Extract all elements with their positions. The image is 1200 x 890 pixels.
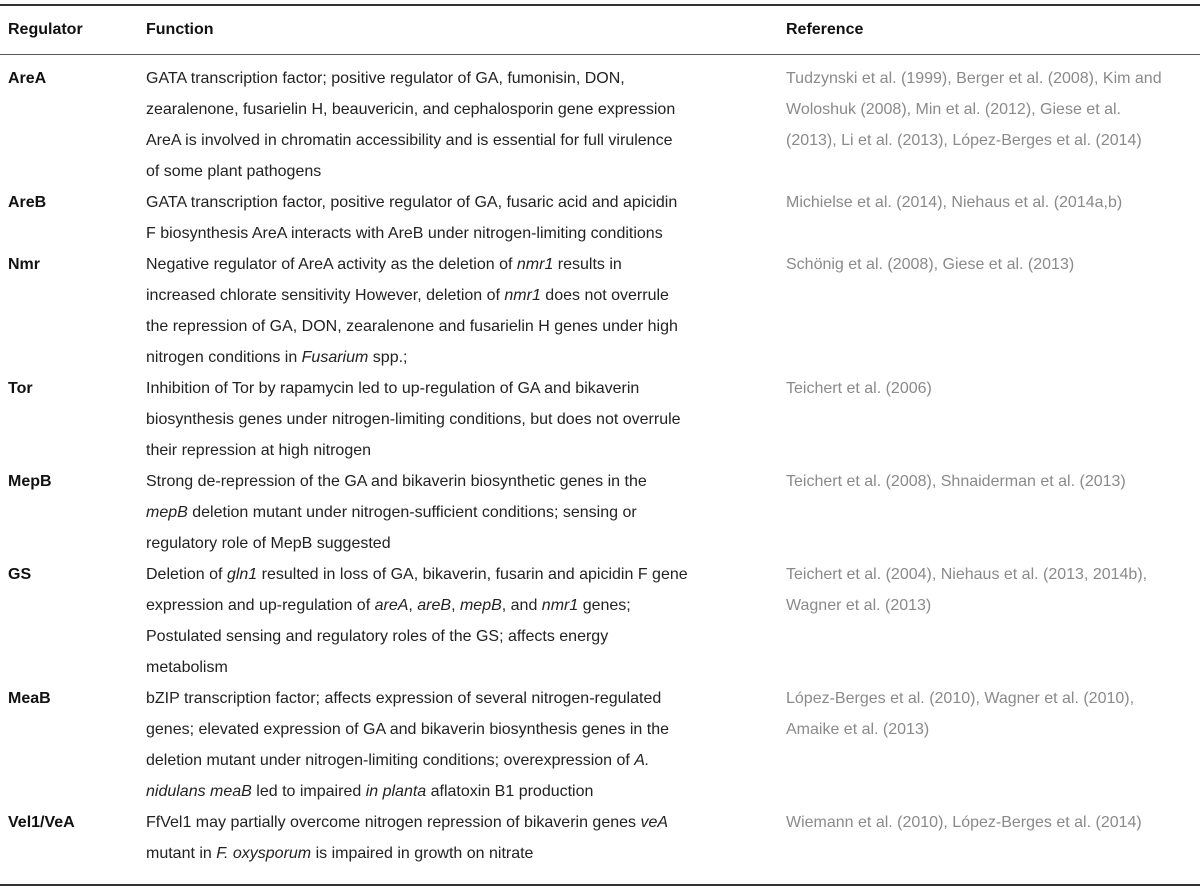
regulator-cell: AreA [8,70,47,87]
reference-cell: Teichert et al. (2008), Shnaiderman et al. (2013) [786,473,1126,490]
regulator-cell: Nmr [8,256,41,273]
regulator-cell: Tor [8,380,33,397]
function-cell: Deletion of gln1 resulted in loss of GA, bikaverin, fusarin and apicidin F gene expression and up-regulation of areA, areB, mepB, and nmr1 genes; Postulated sensing and regulatory roles of the GS; affects energy metabolism [146,566,688,676]
function-cell: Strong de-repression of the GA and bikaverin biosynthetic genes in the mepB deletion mutant under nitrogen-sufficient conditions; sensing or regulatory role of MepB suggested [146,473,647,552]
reference-cell: Michielse et al. (2014), Niehaus et al. (2014a,b) [786,194,1123,211]
function-cell: Inhibition of Tor by rapamycin led to up-regulation of GA and bikaverin biosynthesis genes under nitrogen-limiting conditions, but does not overrule their repression at high nitrogen [146,380,681,459]
regulator-cell: Vel1/VeA [8,814,75,831]
reference-cell: Teichert et al. (2006) [786,380,932,397]
header-reference: Reference [786,21,864,38]
function-cell: FfVel1 may partially overcome nitrogen repression of bikaverin genes veA mutant in F. oxysporum is impaired in growth on nitrate [146,814,669,862]
table-bottom-rule [0,884,1200,886]
reference-cell: Schönig et al. (2008), Giese et al. (2013) [786,256,1075,273]
function-cell: GATA transcription factor; positive regulator of GA, fumonisin, DON, zearalenone, fusarielin H, beauvericin, and cephalosporin gene expression AreA is involved in chromatin accessibility and is essential for full virulence of some plant pathogens [146,70,676,180]
function-cell: bZIP transcription factor; affects expression of several nitrogen-regulated genes; elevated expression of GA and bikaverin biosynthesis genes in the deletion mutant under nitrogen-limiting conditions; overexpression of A. nidulans meaB led to impaired in planta aflatoxin B1 production [146,690,669,800]
reference-cell: Wiemann et al. (2010), López-Berges et al. (2014) [786,814,1142,831]
function-cell: Negative regulator of AreA activity as the deletion of nmr1 results in increased chlorate sensitivity However, deletion of nmr1 does not overrule the repression of GA, DON, zearalenone and fusarielin H genes under high nitrogen conditions in Fusarium spp.; [146,256,678,366]
function-cell: GATA transcription factor, positive regulator of GA, fusaric acid and apicidin F biosynthesis AreA interacts with AreB under nitrogen-limiting conditions [146,194,678,242]
reference-cell: López-Berges et al. (2010), Wagner et al. (2010), Amaike et al. (2013) [786,690,1135,738]
regulator-cell: MepB [8,473,52,490]
header-function: Function [146,21,214,38]
regulator-cell: MeaB [8,690,51,707]
reference-cell: Tudzynski et al. (1999), Berger et al. (2008), Kim and Woloshuk (2008), Min et al. (2012), Giese et al. (2013), Li et al. (2013), López-Berges et al. (2014) [786,70,1162,149]
header-rule [0,54,1200,55]
reference-cell: Teichert et al. (2004), Niehaus et al. (2013, 2014b), Wagner et al. (2013) [786,566,1148,614]
regulator-cell: AreB [8,194,47,211]
header-regulator: Regulator [8,21,83,38]
regulator-cell: GS [8,566,32,583]
table-top-rule [0,4,1200,6]
